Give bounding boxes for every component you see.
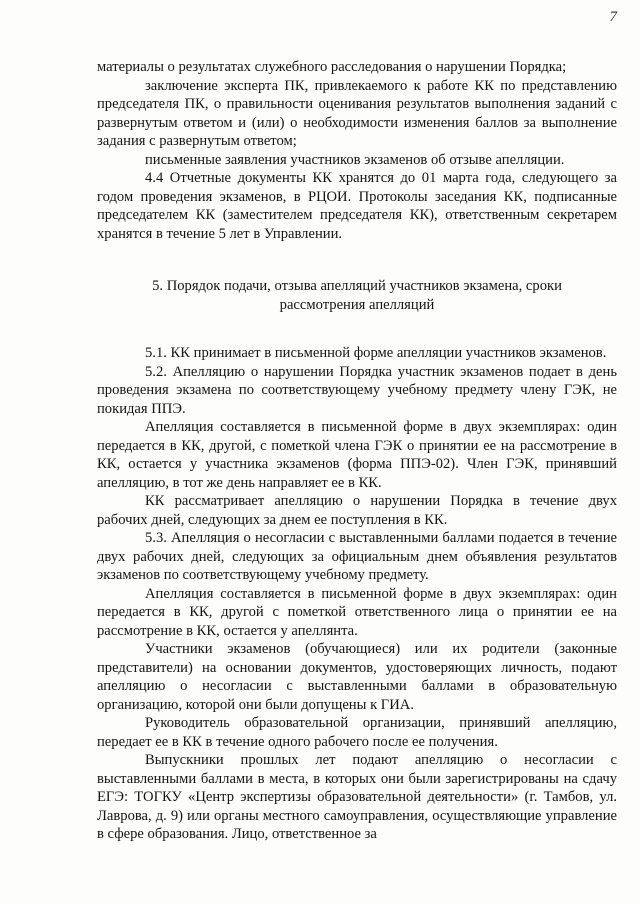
document-body	[97, 58, 617, 844]
paragraph-4-4-reporting-documents: 4.4 Отчетные документы КК хранятся до 01 марта года, следующего за годом проведения экзаменов, в РЦОИ. Протоколы заседания КК, подписанные председателем КК (заместителем председателя КК), ответственным секретарем хранятся в течение 5 лет в Управлении.	[97, 170, 617, 242]
paragraph-withdrawal-statements: письменные заявления участников экзаменов об отзыве апелляции.	[145, 151, 565, 168]
paragraph-past-graduates: Выпускники прошлых лет подают апелляцию о несогласии с выставленными баллами в места, в которых они были зарегистрированы на сдачу ЕГЭ: ТОГКУ «Центр экспертизы образовательной деятельности» (г. Тамбов, ул. Лаврова, д. 9) или органы местного самоуправления, осуществляющие управление в сфере образования. Лицо, ответственное за	[97, 752, 617, 842]
paragraph-appeal-two-copies-responsible: Апелляция составляется в письменной форме в двух экземплярах: один передается в КК, другой с пометкой ответственного лица о принятии ее на рассмотрение в КК, остается у апеллянта.	[97, 585, 617, 639]
paragraph-investigation-materials: материалы о результатах служебного расследования о нарушении Порядка;	[97, 59, 567, 75]
paragraph-kk-review-violation: КК рассматривает апелляцию о нарушении Порядка в течение двух рабочих дней, следующих за днем ее поступления в КК.	[97, 493, 617, 528]
paragraph-5-3: 5.3. Апелляция о несогласии с выставленными баллами подается в течение двух рабочих дней, следующих за официальным днем объявления результатов экзаменов по соответствующему учебному предмету.	[97, 530, 617, 583]
paragraph-appeal-two-copies-gek: Апелляция составляется в письменной форме в двух экземплярах: один передается в КК, другой, с пометкой члена ГЭК о принятии ее на рассмотрение в КК, остается у участника экзаменов (форма ППЭ-02). Член ГЭК, принявший апелляцию, в тот же день направляет ее в КК.	[97, 419, 617, 491]
paragraph-5-1: 5.1. КК принимает в письменной форме апелляции участников экзаменов.	[145, 345, 607, 361]
paragraph-participants-submit: Участники экзаменов (обучающиеся) или их родители (законные представители) на основании документов, удостоверяющих личность, подают апелляцию о несогласии с выставленными баллами в образовательную организацию, которой они были допущены к ГИА.	[97, 641, 617, 713]
paragraph-5-2: 5.2. Апелляцию о нарушении Порядка участник экзаменов подает в день проведения экзамена по соответствующему учебному предмету члену ГЭК, не покидая ППЭ.	[97, 363, 617, 417]
paragraph-expert-conclusion: заключение эксперта ПК, привлекаемого к работе КК по представлению председателя ПК, о правильности оценивания результатов выполнения заданий с развернутым ответом и (или) о необходимости изменения баллов за выполнение задания с развернутым ответом;	[97, 77, 617, 149]
section-5-heading: 5. Порядок подачи, отзыва апелляций участников экзамена, сроки рассмотрения апелляций	[152, 278, 562, 313]
paragraph-head-of-organization: Руководитель образовательной организации, принявший апелляцию, передает ее в КК в течение одного рабочего после ее получения.	[97, 715, 617, 750]
page-number: 7	[609, 9, 617, 25]
